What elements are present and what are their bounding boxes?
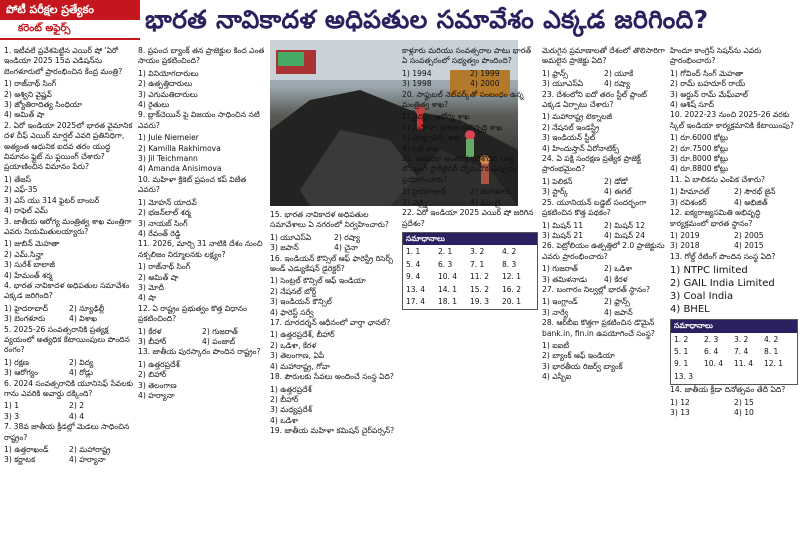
question-col2-0: 8. ప్రపంచ బ్యాంక్ తన ప్రాజెక్టుల కింద ఎంత సాయం ప్రకటించింది? [138,46,265,66]
options-col1-4 [4,358,134,379]
option: 4) షా [138,293,157,303]
option: 2) యూకే [604,68,634,78]
answer-cell: 12. 1 [502,272,522,282]
option: 3) మోదీ [138,282,165,292]
option: 4) పంజాబ్ [202,336,236,346]
option: 2) డోడో [604,176,628,186]
option: 2) 1999 [470,68,500,78]
option: 3) 3 [4,411,20,421]
option: 4) ఒడిశా [270,415,299,425]
option: 2) నేషనల్ ఇండస్ట్రీ [542,122,600,132]
question-col3-2: 17. దూరదర్శన్ ఆధీనంలో వార్తా ఛానల్? [270,318,391,328]
option: 3) సురేశ్ బాలాజీ [4,260,55,270]
option: 2) 2005 [734,230,764,240]
question-col2-2: 10. మహిళా క్రికెట్ ప్రపంచ కప్ విజేత ఎవరు? [138,174,247,195]
column-6 [670,46,798,558]
option: 3) ఇండియన్ కౌన్సిల్ [270,297,332,307]
column-3 [270,210,398,558]
option: 3) రూ.8000 కోట్లు [670,154,729,164]
question-col6-4: 13. గోల్డ్ రేటింగ్ పొందిన సంస్థ ఏది? [670,251,776,261]
question-col2-4: 12. ఏ రాష్ట్రం ప్రభుత్వం కొత్త విధానం ప్రకటించింది? [138,303,247,324]
option: 1) హిమాచల్ [670,187,710,197]
column-5 [542,46,666,558]
option: 2) న్యూఢిల్లీ [69,303,105,313]
question-col1-5: 6. 2024 సంవత్సరానికి యూనిసెఫ్ సేవలకు గాను ఎవరికి అవార్డు దక్కింది? [4,378,134,398]
option: 4) 2000 [470,79,500,89]
options-col5-6 [542,341,666,383]
answer-cell: 10. 4 [438,272,458,282]
option: 1) వైద్యం, ఆరోగ్య శాఖ [402,112,470,122]
question-col3-0: 15. భారత నావికాదళ అధిపతుల సమావేశాలు ఏ నగరంలో నిర్వహించారు? [270,210,389,230]
option: 2) మహారాష్ట్ర [69,445,111,455]
options-col6-0 [670,69,798,111]
header [0,0,800,40]
question-col6-2: 11. ఏ బాలికను ఎంపిక చేశారు? [670,174,766,184]
option: 1) ఇంగ్లాండ్ [542,297,578,307]
option: 2) ఫ్రాన్స్ [604,297,630,307]
option: 4) రోడ్లు [69,368,94,378]
answer-cell: 7. 1 [470,259,485,269]
option: 1) హైదరాబాద్ [402,187,447,197]
answer-cell: 17. 4 [406,296,426,306]
answer-cell: 20. 1 [502,296,522,306]
answer-cell: 7. 4 [734,346,749,356]
option: 1) 1994 [402,68,432,78]
answer-cell: 11. 2 [470,272,490,282]
answer-cell: 15. 2 [470,284,490,294]
question-col6_tail-0: 14. జాతీయ క్రీడా దినోత్సవం తేదీ ఏది? [670,385,786,395]
option: 2) 2 [69,401,85,411]
option: 1) తేజస్ [4,174,31,184]
option: 2) భజన్‌లాల్ శర్మ [138,208,191,218]
option: 4) BHEL [670,304,710,316]
options-col2-5 [138,360,266,402]
options-col2-3 [138,262,266,304]
option: 2) సౌరభ్ జైన్ [734,187,776,197]
option: 2) బిహార్ [138,370,167,380]
option: 3) బెంగళూరు [4,314,46,324]
option: 2) గుజరాత్ [202,326,238,336]
option: 2) బెంగళూరు [470,187,512,197]
option: 4) హిందుస్తాన్ ఏరోనాటిక్స్ [542,143,620,153]
options-col2-4 [138,327,266,348]
option: 4) మిషన్ 24 [604,230,646,240]
options-col3-0 [270,233,398,254]
option: 3) అర్జున్ రామ్ మేఘ్‌వాల్ [670,89,748,99]
option: 4) ఆశిష్ సూద్ [670,100,715,110]
badge-top: పోటీ పరీక్షల ప్రత్యేకం [0,0,140,20]
answer-box-2 [670,319,798,385]
answer-cell: 13. 3 [674,371,694,381]
option: 2) మహిళా, బాలల అభివృద్ధి శాఖ [402,122,503,132]
option: 1) యూఎస్ఏ [270,232,312,242]
option: 3) యూఎస్ఏ [542,79,584,89]
option: 3) మధ్యప్రదేశ్ [270,405,312,415]
option: 3) తెలంగాణ [138,380,177,390]
column-1 [4,46,134,558]
option: 1) జుబిన్ మెహతా [4,239,60,249]
options-col2-0 [138,69,266,111]
options-col5-3 [542,221,666,242]
option: 3) ఇండియన్ స్టీల్ [542,133,596,143]
question-col5-0: మెరుగైన ప్రమాణాలతో దేశంలో తొలిసారిగా అమలైన ప్రాజెక్టు ఏది? [542,46,665,66]
answer-box [402,232,538,310]
option: 1) మిషన్ 11 [542,220,584,230]
option: 2) అమిత్ షా [138,272,179,282]
option: 1) NTPC limited [670,265,748,277]
answer-grid [403,245,537,309]
option: 2) ఒడిశా, కేరళ [270,340,317,350]
option: 1) ఉత్తరప్రదేశ్ [270,384,312,394]
option: 4) ఐటీ శాఖ [402,143,439,153]
options-col4-1 [402,112,538,154]
option: 3) భారతీయ రిజర్వ్ బ్యాంక్ [542,361,623,371]
question-col4-0: కాళ్లూరు మరియు సంవత్సరాల పాటు భారత్ ఏ సంవత్సరంలో సభ్యత్వం పొందింది? [402,46,532,66]
question-col3-3: 18. పౌరులకు సేవలు అందించే సంస్థ ఏది? [270,372,394,382]
answer-title: సమాధానాలు [403,233,537,245]
option: 3) Jil Teichmann [138,154,198,164]
options-col3-3 [270,385,398,427]
answer-cell: 9. 1 [674,359,689,369]
options-col1-2 [4,239,134,281]
option: 1) రాజ్‌నాథ్ సింగ్ [138,262,191,272]
option: 4) మహారాష్ట్ర, గోవా [270,361,330,371]
badge-bottom: కరెంట్ అఫైర్స్ [0,20,140,40]
option: 1) పెలికన్ [542,176,573,186]
question-col1-6: 7. 38వ జాతీయ క్రీడల్లో మెడలు సాధించిన రాష్ట్రం? [4,422,130,442]
option: 4) ఎస్బీఐ [542,372,572,382]
answer-cell: 5. 1 [674,346,689,356]
answer-cell: 1. 1 [406,247,421,257]
answer-cell: 9. 4 [406,272,421,282]
option: 3) జపాన్ [270,243,299,253]
option: 3) ఎలక్ట్రానిక్స్ శాఖ [402,133,461,143]
answer-cell: 6. 4 [704,346,719,356]
option: 1) 2019 [670,230,700,240]
option: 1) ఉత్తరప్రదేశ్ [138,359,180,369]
option: 1) ఉత్తరప్రదేశ్, బీహార్ [270,330,335,340]
option: 2) అశ్విని వైష్ణవ్ [4,89,52,99]
options-col4-0 [402,69,538,90]
option: 4) హేమంత్ శర్మ [4,270,53,280]
option: 3) తమిళనాడు [542,274,588,284]
options-col4-2 [402,187,538,208]
answer-cell: 3. 2 [470,247,485,257]
options-col5-1 [542,112,666,154]
option: 2) ఉత్పత్తిదారులు [138,79,193,89]
option: 3) జ్యోతిరాదిత్య సింధియా [4,100,83,110]
option: 4) హర్యానా [138,391,175,400]
answer-cell: 8. 3 [502,259,517,269]
headline: భారత నావికాదళ అధిపతుల సమావేశం ఎక్కడ జరిగింది? [145,5,709,34]
question-col1-0: 1. ఇటీవలే ప్రవేశపెట్టిన ఎయిర్ షో 'ఏరో ఇండియా 2025 15వ ఎడిషన్‌ను బెంగళూరులో ప్రారంభించిన కేంద్ర మంత్రి? [4,46,123,76]
option: 2) బ్యాంక్ ఆఫ్ ఇండియా [542,351,615,361]
option: 1) ఐఐటీ [542,340,570,350]
option: 4) 2015 [734,241,764,251]
option: 3) ఎగుమతిదారులు [138,89,198,99]
question-col6-1: 10. 2022-23 నుంచి 2025-26 వరకు స్కిల్ ఇండియా కార్యక్రమానికి కేటాయింపు? [670,110,794,130]
option: 1) మోహన్ యాదవ్ [138,197,197,207]
question-col5-2: 24. ఏ పక్షి సంరక్షణ ప్రత్యేక ప్రాజెక్ట్ ప్రారంభమైంది? [542,154,641,174]
option: 1) 12 [670,397,690,407]
option: 4) 4 [69,411,85,421]
option: 4) కేరళ [604,274,628,284]
option: 2) ఎఫ్-35 [4,185,38,195]
column-2 [138,46,266,558]
option: 4) రైతులు [138,100,170,110]
options-col5-5 [542,297,666,318]
options-col2-2 [138,198,266,240]
options-col6-3 [670,231,798,252]
option: 4) రష్యా [604,79,631,89]
answer-cell: 12. 1 [764,359,784,369]
option: 1) 1 [4,401,20,411]
question-col2-1: 9. బ్లాక్‌చెయిన్ పై విజయం సాధించిన నటి ఎవరు? [138,110,260,130]
question-col2-5: 13. జాతీయ పురస్కారం పొందిన రాష్ట్రం? [138,347,261,357]
answer-cell: 3. 2 [734,334,749,344]
answer-cell: 16. 2 [502,284,522,294]
question-col1-3: 4. భారత నావికాదళ అధిపతుల సమావేశం ఎక్కడ జరిగింది? [4,280,130,301]
answer-cell: 10. 4 [704,359,724,369]
option: 3) నాయబ్ సింగ్ [138,218,188,228]
option: 1) గుజరాత్ [542,264,578,274]
option: 2) GAIL India Limited [670,278,775,290]
options-col5-2 [542,177,666,198]
option: 1) Jule Niemeier [138,133,199,143]
answer-cell [764,372,794,382]
answer-cell [704,372,734,382]
option: 3) బీహార్ [138,336,167,346]
options-col5-4 [542,264,666,285]
answer-title-2: సమాధానాలు [671,320,797,332]
question-col5-3: 25. యూనియన్ బడ్జెట్ సందర్భంగా ప్రకటించిన కొత్త పథకం? [542,197,647,218]
option: 4) ఈగల్ [604,187,632,197]
question-col6-3: 12. ఐక్యరాజ్యసమితి అభివృద్ధి కార్యక్రమంలో భారత స్థానం? [670,208,761,228]
answer-cell: 2. 3 [704,334,719,344]
option: 3) ఆరోగ్యం [4,368,38,378]
question-col4-2: 21. అమెరికా అంతరిక్ష పరిశోధన సంస్థ బోయింగ్ స్టార్‌లైనర్ వ్యోమనౌక ఎప్పుడు ప్రయోగించారు? [402,154,516,184]
option: 1) సెంట్రల్ కౌన్సిల్ ఆఫ్ ఇండియా [270,276,366,286]
question-col3-1: 16. ఇండియన్ కౌన్సిల్ ఆఫ్ ఫారెస్ట్రీ రిసెర్చ్ అండ్ ఎడ్యుకేషన్ డైరెక్టర్? [270,253,393,274]
option: 2) బీహార్ [270,394,299,404]
option: 2) 15 [734,397,754,407]
option: 2) రష్యా [334,232,361,242]
option: 1) రాజ్‌నాథ్ సింగ్ [4,79,57,89]
answer-grid-2 [671,333,797,385]
answer-cell: 4. 2 [764,334,779,344]
option: 3) 13 [670,407,690,417]
options-col6-1 [670,133,798,175]
option: 2) నేషనల్ బోర్డ్ [270,286,317,296]
options-col3-1 [270,276,398,318]
question-col5-6: 28. ఆర్‌బీఐ కొత్తగా ప్రకటించిన డొమైన్ bank.in, fin.in ఉపయోగించే సంస్థ? [542,318,655,338]
answer-cell: 2. 1 [438,247,453,257]
option: 1) హైదరాబాద్ [4,303,49,313]
option: 3) నార్వే [542,307,569,317]
question-col6-0: హిందూ కాంగ్రెస్ సెషన్‌ను ఎవరు ప్రారంభించారు? [670,46,762,66]
question-col1-4: 5. 2025-26 సంవత్సరానికి ప్రత్యక్ష వ్యయంలో అత్యధిక కేటాయింపులు పొందిన రంగం? [4,324,130,355]
question-col4-3: 22. ఏరో ఇండియా 2025 ఎయిర్ షో జరిగిన ప్రదేశం? [402,208,534,228]
option: 4) రాఫెల్ ఎమ్ [4,206,48,216]
option: 4) రేవంత్ రెడ్డి [138,228,181,238]
option: 4) హర్యానా [69,455,106,465]
option: 1) రక్షణ [4,357,29,367]
option: 2) Kamilla Rakhimova [138,143,221,153]
option: 3) 1998 [402,79,432,89]
option: 4) అభిజిత్ [734,197,768,207]
option: 1) వినియోగదారులు [138,68,199,78]
option: 2) రామ్ బహదూర్ రాయ్ [670,79,746,89]
option: 1) రూ.6000 కోట్లు [670,133,729,143]
option: 3) రవిశంకర్ [670,197,707,207]
options-col1-3 [4,304,134,325]
answer-cell: 14. 1 [438,284,458,294]
option: 1) మహారాష్ట్ర టెక్నాలజీ [542,112,613,122]
question-col2-3: 11. 2026, మార్చి 31 నాటికి దేశం నుంచి నక్సలిజం నిర్మూలనకు లక్ష్యం? [138,239,263,259]
option: 3) కర్ణాటక [4,455,36,465]
option: 2) మిషన్ 12 [604,220,646,230]
options-col6-2 [670,187,798,208]
question-col5-5: 27. బంగారం నిల్వల్లో భారత్ స్థానం? [542,284,650,294]
option: 4) విశాఖ [69,314,98,324]
option: 4) ఫారెస్ట్ సర్వే [270,307,314,317]
options-col1-5 [4,401,134,422]
option: 4) అమిత్ షా [4,110,45,120]
option: 3) స్టార్క్ [542,187,569,197]
options-col5-0 [542,69,666,90]
options-col1-1 [4,175,134,217]
options-col6-4 [670,264,798,316]
answer-cell [734,372,764,382]
option: 4) Amanda Anisimova [138,164,222,174]
question-col3-4: 19. జాతీయ మహిళా కమిషన్ చైర్‌పర్సన్? [270,426,395,436]
answer-cell: 4. 2 [502,247,517,257]
option: 1) ఫ్రాన్స్ [542,68,568,78]
option: 3) ఎస్ యు 314 ఫైటర్ బాంబర్ [4,195,100,205]
option: 3) 2018 [670,241,700,251]
option: 3) చెన్నై [402,197,427,207]
answer-cell: 6. 3 [438,259,453,269]
option: 4) జపాన్ [604,307,633,317]
answer-cell: 8. 1 [764,346,779,356]
option: 1) గోవింద్ సింగ్ మెహతా [670,68,744,78]
question-col4-1: 20. సాఫ్టుబల్ నెట్‌వర్క్‌తో సంబంధం ఉన్న మంత్రిత్వ శాఖ? [402,89,524,110]
option: 4) ముంబై [470,197,501,207]
options-col6_tail-0 [670,398,798,419]
option: 2) ఒడిశా [604,264,633,274]
option: 1) కేరళ [138,326,162,336]
answer-cell: 11. 4 [734,359,754,369]
answer-cell: 5. 4 [406,259,421,269]
answer-cell: 1. 2 [674,334,689,344]
option: 2) రూ.7500 కోట్లు [670,143,729,153]
answer-cell: 18. 1 [438,296,458,306]
column-4 [402,46,538,558]
answer-cell: 19. 3 [470,296,490,306]
option: 1) ఉత్తరాఖండ్ [4,445,49,455]
question-col1-1: 2. ఏరో ఇండియా 2025లో భారత వైమానిక దళ చీఫ్ ఎయిర్ మార్షల్ ఎవరి ప్రతినిధిగా, అత్యంత ఆధునిక ఐదవ తరం యుద్ధ విమానం ఫ్లైట్ ను ఫ్లయింగ్ చేశారు? ప్రయాణించిన విమానం పేరు? [4,120,133,172]
option: 2) ఎమ్.సిన్హా [4,249,44,259]
options-col2-1 [138,133,266,175]
option: 4) రూ.8800 కోట్లు [670,164,729,174]
option: 4) చైనా [334,243,358,253]
question-col1-2: 3. జాతీయ ఆరోగ్య మంత్రిత్వ శాఖ మంత్రిగా ఎవరు నియమితులయ్యారు? [4,216,132,236]
question-col5-1: 23. దేశంలోని ఐదో తరం స్టీల్ ప్లాంట్ ఎక్కడ ఏర్పాటు చేశారు? [542,89,648,110]
option: 3) మిషన్ 21 [542,230,584,240]
options-col1-6 [4,445,134,466]
answer-cell: 13. 4 [406,284,426,294]
options-col1-0 [4,79,134,121]
option: 3) తెలంగాణ, ఏపీ [270,351,325,361]
option: 3) Coal India [670,291,734,303]
section-badge [0,0,140,40]
option: 2) విద్య [69,357,94,367]
question-col5-4: 26. పెట్రోలియం ఉత్పత్తిలో 2.0 ప్రాజెక్టును ఎవరు ప్రారంభించారు? [542,241,665,261]
option: 4) 10 [734,407,754,417]
options-col3-2 [270,330,398,372]
